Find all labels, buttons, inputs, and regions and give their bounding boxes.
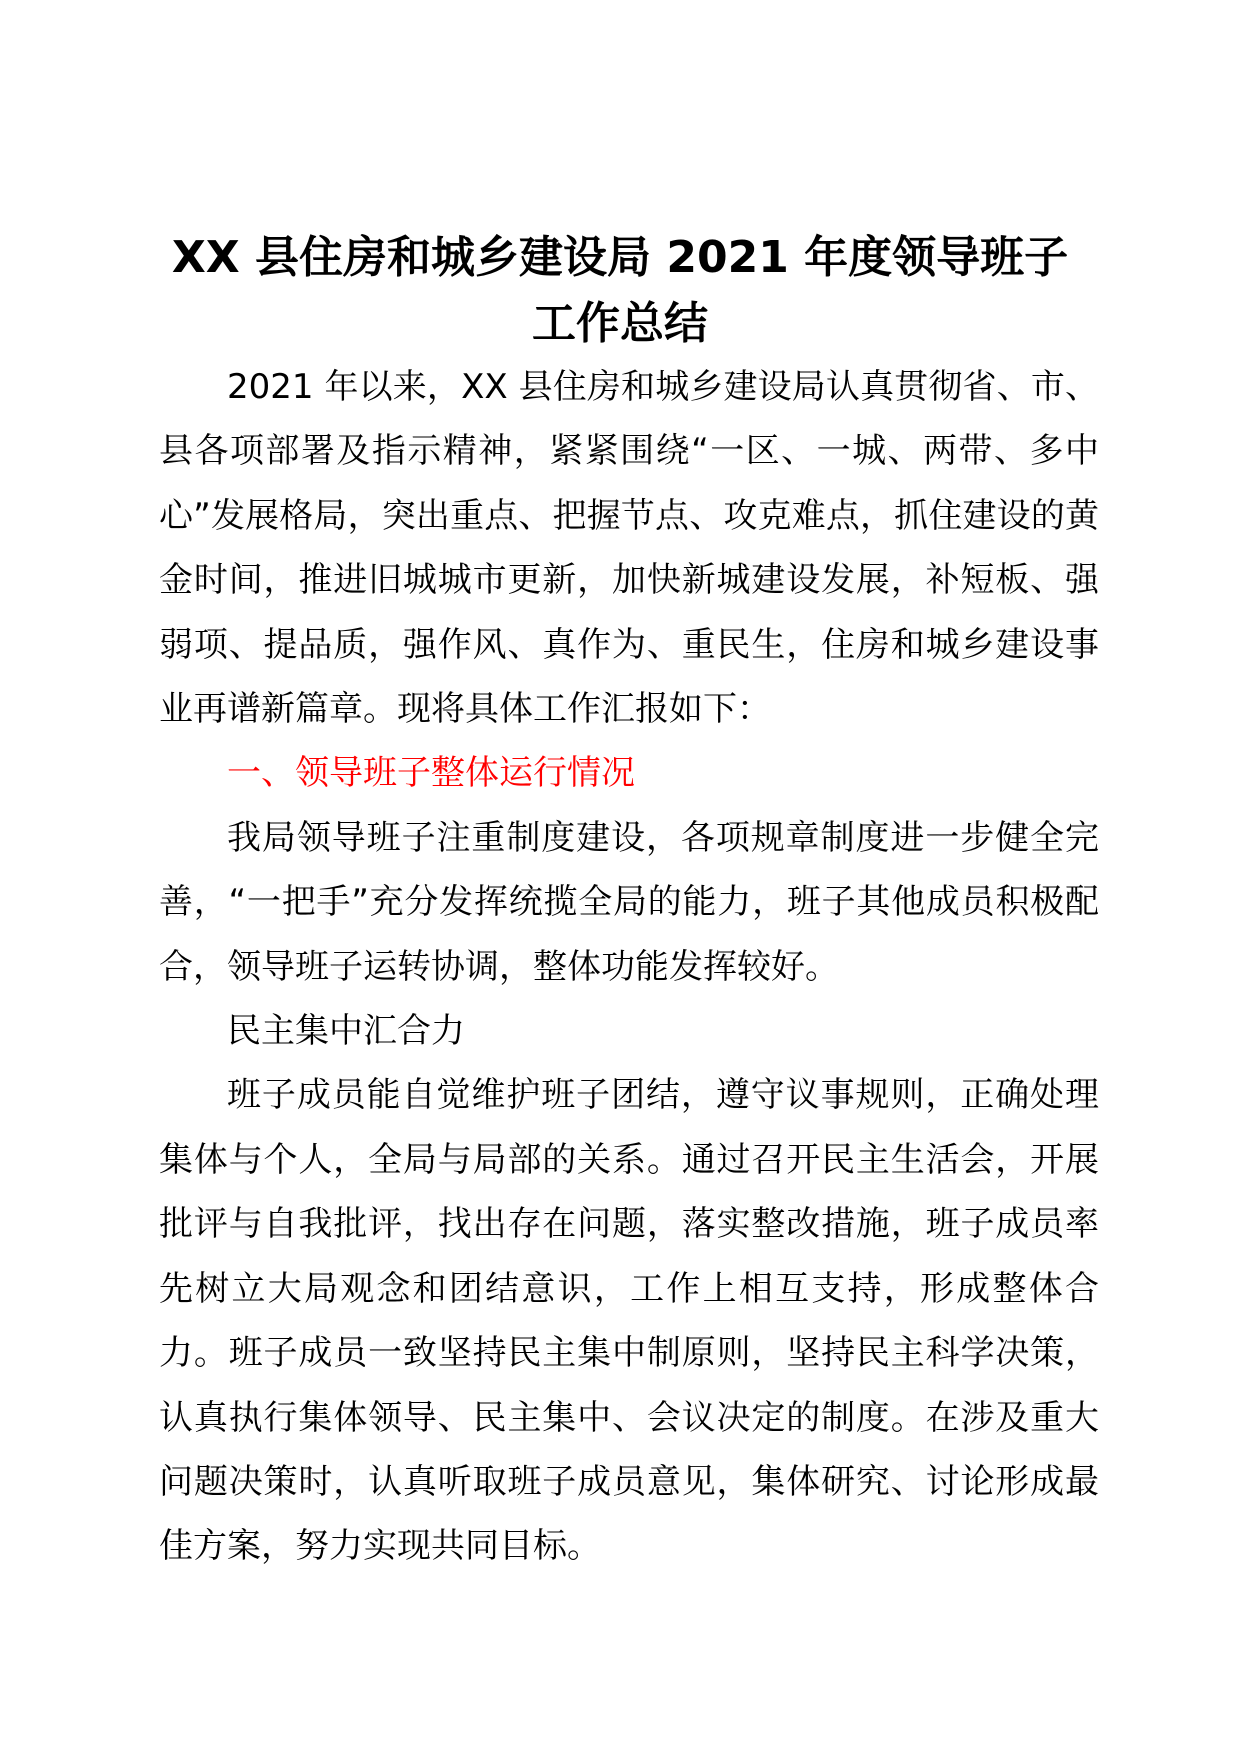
section-paragraph: 我局领导班子注重制度建设，各项规章制度进一步健全完善，“一把手”充分发挥统揽全局的能力，班子其他成员积极配合，领导班子运转协调，整体功能发挥较好。 bbox=[159, 817, 1099, 987]
intro-paragraph: 2021 年以来，XX 县住房和城乡建设局认真贯彻省、市、县各项部署及指示精神，紧紧围绕“一区、一城、两带、多中心”发展格局，突出重点、把握节点、攻克难点，抓住建设的黄金时间，推进旧城城市更新，加快新城建设发展，补短板、强弱项、提品质，强作风、真作为、重民生，住房和城乡建设事业再谱新篇章。现将具体工作汇报如下： bbox=[159, 367, 1099, 730]
document-body bbox=[159, 355, 1099, 1579]
title-line-2: 工作总结 bbox=[532, 298, 708, 350]
subsection-heading: 民主集中汇合力 bbox=[227, 1011, 465, 1052]
document-title bbox=[150, 225, 1090, 357]
section-heading: 一、领导班子整体运行情况 bbox=[227, 753, 635, 794]
subsection-paragraph: 班子成员能自觉维护班子团结，遵守议事规则，正确处理集体与个人，全局与局部的关系。通过召开民主生活会，开展批评与自我批评，找出存在问题，落实整改措施，班子成员率先树立大局观念和团结意识，工作上相互支持，形成整体合力。班子成员一致坚持民主集中制原则，坚持民主科学决策，认真执行集体领导、民主集中、会议决定的制度。在涉及重大问题决策时，认真听取班子成员意见，集体研究、讨论形成最佳方案，努力实现共同目标。 bbox=[159, 1075, 1099, 1567]
title-line-1: XX 县住房和城乡建设局 2021 年度领导班子 bbox=[171, 232, 1069, 284]
